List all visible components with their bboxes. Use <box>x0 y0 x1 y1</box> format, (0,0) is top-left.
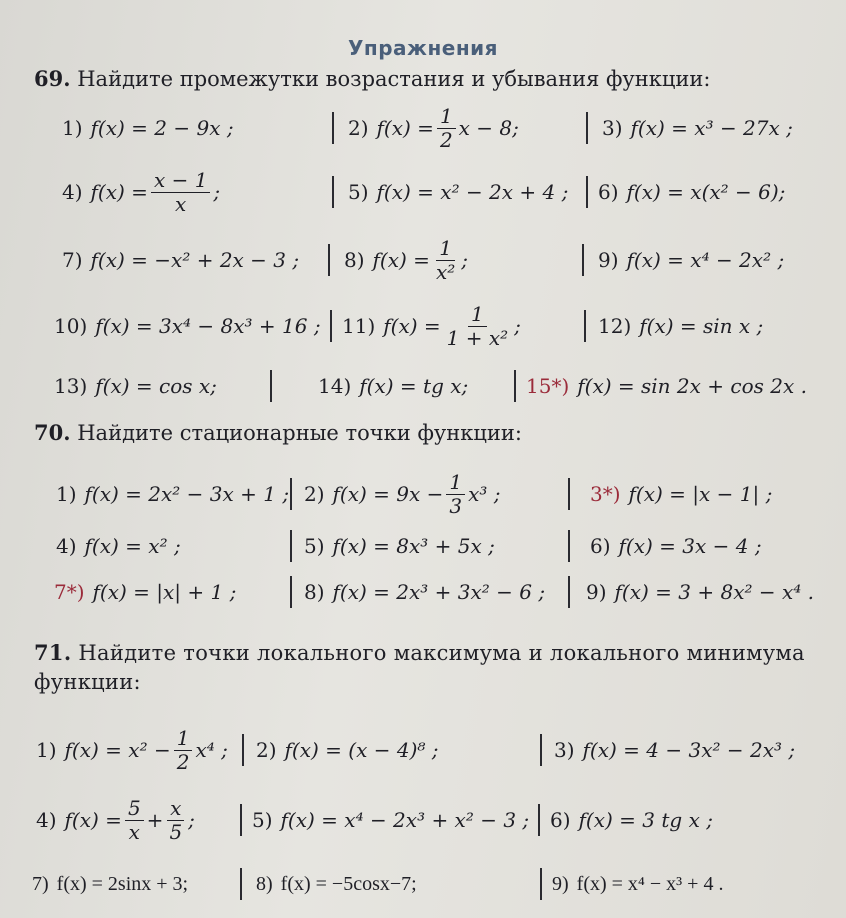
item-70-7: 7*) f(x) = |x| + 1 ; <box>54 580 237 604</box>
exercise-number: 71. <box>34 640 72 665</box>
item-70-8: 8) f(x) = 2x³ + 3x² − 6 ; <box>304 580 546 604</box>
exercise-69-row-1 <box>0 103 846 152</box>
column-divider <box>540 868 542 900</box>
column-divider <box>240 804 242 836</box>
column-divider <box>330 310 332 342</box>
column-divider <box>586 112 588 144</box>
item-71-4: 4) f(x) = $\frac{5}{x}$ + $\frac{x}{5}$ ; <box>36 795 195 844</box>
column-divider <box>568 478 570 510</box>
column-divider <box>514 370 516 402</box>
exercise-71-row-2 <box>0 795 846 844</box>
item-71-6: 6) f(x) = 3 tg x ; <box>550 808 713 832</box>
item-70-9: 9) f(x) = 3 + 8x² − x⁴ . <box>586 580 814 604</box>
column-divider <box>582 244 584 276</box>
item-71-7: 7) f(x) = 2sinx + 3; <box>32 872 189 895</box>
item-70-4: 4) f(x) = x² ; <box>56 534 181 558</box>
exercise-69-row-2 <box>0 167 846 216</box>
item-71-2: 2) f(x) = (x − 4)⁸ ; <box>256 738 439 762</box>
section-heading: Упражнения <box>347 36 498 60</box>
item-69-6: 6) f(x) = x(x² − 6); <box>598 180 786 204</box>
item-69-1: 1) f(x) = 2 − 9x ; <box>62 116 234 140</box>
item-70-6: 6) f(x) = 3x − 4 ; <box>590 534 762 558</box>
item-69-11: 11) f(x) = $\frac{1}{\text{1 + x²}}$ ; <box>342 301 521 350</box>
item-71-3: 3) f(x) = 4 − 3x² − 2x³ ; <box>554 738 796 762</box>
exercise-71-row-3 <box>0 864 846 904</box>
item-70-5: 5) f(x) = 8x³ + 5x ; <box>304 534 495 558</box>
exercise-number: 70. <box>34 420 71 445</box>
column-divider <box>328 244 330 276</box>
item-69-12: 12) f(x) = sin x ; <box>598 314 764 338</box>
exercise-69-row-5 <box>0 366 846 406</box>
item-71-9: 9) f(x) = x⁴ − x³ + 4 . <box>552 872 724 895</box>
item-69-14: 14) f(x) = tg x; <box>318 374 469 398</box>
item-69-2: 2) f(x) = $\frac{1}{2}$ x − 8; <box>348 103 519 152</box>
column-divider <box>540 734 542 766</box>
exercise-70-row-3 <box>0 572 846 612</box>
column-divider <box>290 530 292 562</box>
column-divider <box>586 176 588 208</box>
exercise-70-row-1 <box>0 469 846 518</box>
item-71-1: 1) f(x) = x² − $\frac{1}{2}$ x⁴ ; <box>36 725 228 774</box>
column-divider <box>332 176 334 208</box>
exercise-text: Найдите стационарные точки функции: <box>77 421 522 445</box>
item-69-7: 7) f(x) = −x² + 2x − 3 ; <box>62 248 300 272</box>
column-divider <box>240 868 242 900</box>
item-70-1: 1) f(x) = 2x² − 3x + 1 ; <box>56 482 290 506</box>
exercise-71-title <box>34 638 814 698</box>
exercise-69-row-4 <box>0 301 846 350</box>
item-71-5: 5) f(x) = x⁴ − 2x³ + x² − 3 ; <box>252 808 530 832</box>
column-divider <box>290 478 292 510</box>
exercise-70-row-2 <box>0 526 846 566</box>
item-69-4: 4) f(x) = $\frac{x - 1}{x}$ ; <box>62 167 221 216</box>
exercise-text: Найдите точки локального максимума и локального минимума функции: <box>34 641 805 695</box>
exercise-71-row-1 <box>0 725 846 774</box>
item-69-9: 9) f(x) = x⁴ − 2x² ; <box>598 248 785 272</box>
exercise-text: Найдите промежутки возрастания и убывания функции: <box>77 67 711 91</box>
item-71-8: 8) f(x) = −5cosx−7; <box>256 872 417 895</box>
column-divider <box>270 370 272 402</box>
item-69-5: 5) f(x) = x² − 2x + 4 ; <box>348 180 569 204</box>
item-69-13: 13) f(x) = cos x; <box>54 374 217 398</box>
item-70-2: 2) f(x) = 9x − $\frac{1}{3}$ x³ ; <box>304 469 501 518</box>
exercise-number: 69. <box>34 66 71 91</box>
column-divider <box>568 576 570 608</box>
item-69-10: 10) f(x) = 3x⁴ − 8x³ + 16 ; <box>54 314 321 338</box>
item-70-3: 3*) f(x) = |x − 1| ; <box>590 482 773 506</box>
column-divider <box>538 804 540 836</box>
exercise-70-title <box>34 418 522 448</box>
column-divider <box>242 734 244 766</box>
item-69-8: 8) f(x) = $\frac{1}{\text{x²}}$ ; <box>344 235 468 284</box>
column-divider <box>568 530 570 562</box>
item-69-3: 3) f(x) = x³ − 27x ; <box>602 116 793 140</box>
item-69-15: 15*) f(x) = sin 2x + cos 2x . <box>526 374 807 398</box>
exercise-69-row-3 <box>0 235 846 284</box>
column-divider <box>332 112 334 144</box>
column-divider <box>290 576 292 608</box>
column-divider <box>584 310 586 342</box>
exercise-69-title <box>34 64 710 94</box>
